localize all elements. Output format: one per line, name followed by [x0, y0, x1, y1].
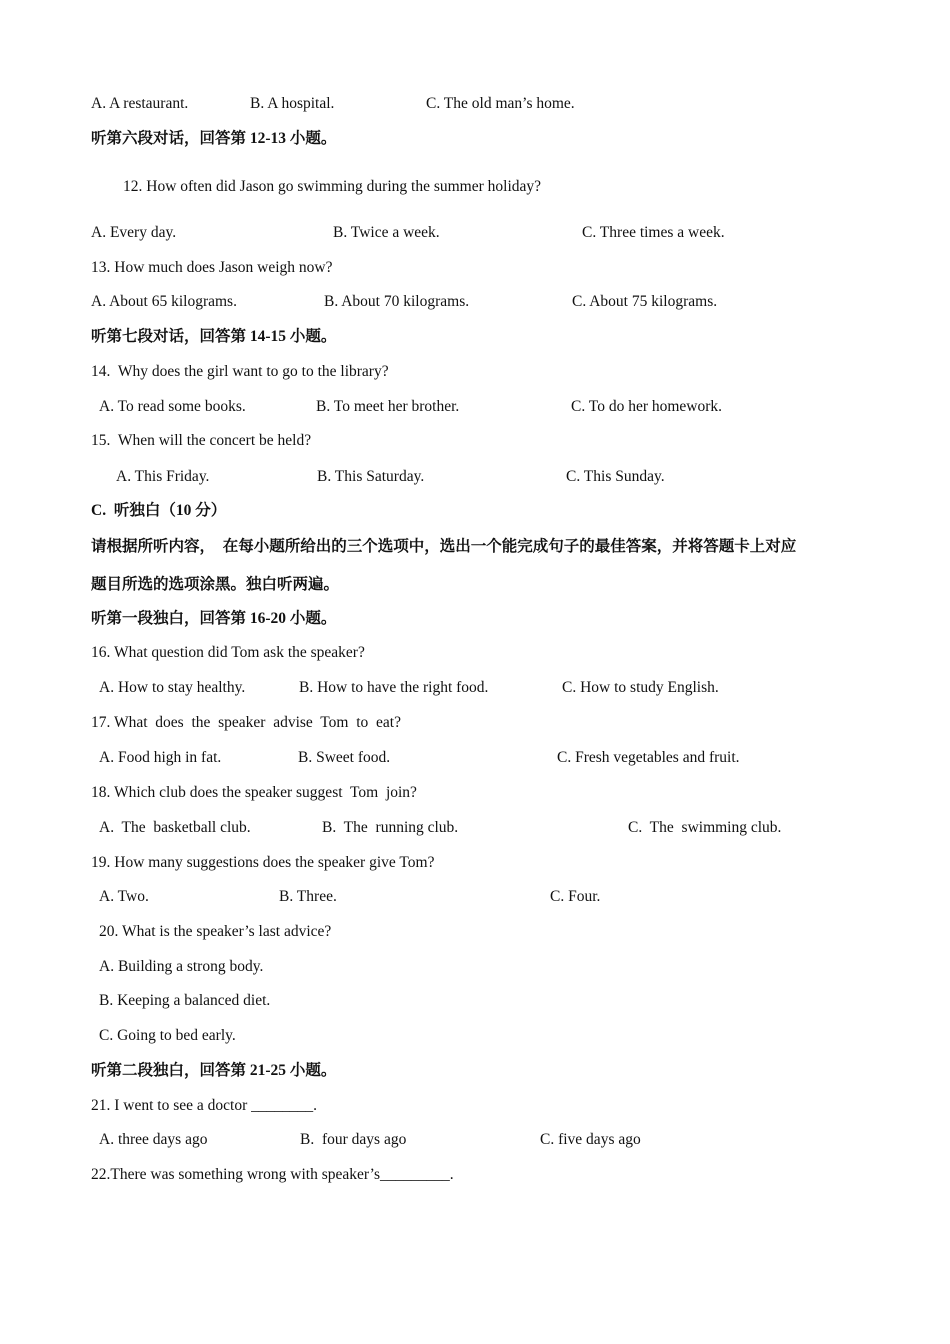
q18-option-b: B. The running club. — [322, 819, 459, 836]
q17-option-b: B. Sweet food. — [298, 749, 391, 766]
section6-header: 听第六段对话，回答第 12-13 小题。 — [91, 130, 337, 147]
q12-option-c: C. Three times a week. — [582, 224, 725, 241]
q20-stem: 20. What is the speaker’s last advice? — [99, 923, 332, 940]
q13-stem: 13. How much does Jason weigh now? — [91, 259, 333, 276]
q21-option-c: C. five days ago — [540, 1131, 641, 1148]
q15-option-c: C. This Sunday. — [566, 468, 665, 485]
q18-option-c: C. The swimming club. — [628, 819, 782, 836]
q16-option-c: C. How to study English. — [562, 679, 719, 696]
q11-option-a: A. A restaurant. — [91, 95, 189, 112]
q11-option-c: C. The old man’s home. — [426, 95, 575, 112]
q13-option-b: B. About 70 kilograms. — [324, 293, 470, 310]
q14-option-c: C. To do her homework. — [571, 398, 723, 415]
q12-stem: 12. How often did Jason go swimming during the summer holiday? — [123, 178, 542, 195]
q17-stem: 17. What does the speaker advise Tom to eat? — [91, 714, 401, 731]
q14-stem: 14. Why does the girl want to go to the library? — [91, 363, 389, 380]
section7-header: 听第七段对话，回答第 14-15 小题。 — [91, 328, 337, 345]
q14-option-b: B. To meet her brother. — [316, 398, 460, 415]
q19-option-b: B. Three. — [279, 888, 337, 905]
part-c-instructions-line2: 题目所选的选项涂黑。独白听两遍。 — [91, 576, 340, 593]
part-c-instructions-line1: 请根据所听内容， 在每小题所给出的三个选项中，选出一个能完成句子的最佳答案，并将答题卡上对应 — [91, 538, 797, 555]
q20-option-a: A. Building a strong body. — [99, 958, 264, 975]
q12-option-b: B. Twice a week. — [333, 224, 440, 241]
q21-option-b: B. four days ago — [300, 1131, 407, 1148]
q22-stem: 22.There was something wrong with speaker’s_________. — [91, 1166, 454, 1183]
q19-option-c: C. Four. — [550, 888, 601, 905]
q21-option-a: A. three days ago — [99, 1131, 208, 1148]
q21-stem: 21. I went to see a doctor ________. — [91, 1097, 317, 1114]
q20-option-b: B. Keeping a balanced diet. — [99, 992, 271, 1009]
q15-option-a: A. This Friday. — [116, 468, 210, 485]
q17-option-a: A. Food high in fat. — [99, 749, 222, 766]
monologue1-header: 听第一段独白，回答第 16-20 小题。 — [91, 610, 337, 627]
q20-option-c: C. Going to bed early. — [99, 1027, 236, 1044]
q17-option-c: C. Fresh vegetables and fruit. — [557, 749, 740, 766]
monologue2-header: 听第二段独白，回答第 21-25 小题。 — [91, 1062, 337, 1079]
q18-option-a: A. The basketball club. — [99, 819, 251, 836]
q18-stem: 18. Which club does the speaker suggest Tom join? — [91, 784, 417, 801]
q11-option-b: B. A hospital. — [250, 95, 335, 112]
q15-option-b: B. This Saturday. — [317, 468, 425, 485]
q16-option-a: A. How to stay healthy. — [99, 679, 246, 696]
q16-stem: 16. What question did Tom ask the speaker? — [91, 644, 365, 661]
q12-option-a: A. Every day. — [91, 224, 177, 241]
q15-stem: 15. When will the concert be held? — [91, 432, 312, 449]
q13-option-a: A. About 65 kilograms. — [91, 293, 237, 310]
q13-option-c: C. About 75 kilograms. — [572, 293, 718, 310]
q19-stem: 19. How many suggestions does the speaker give Tom? — [91, 854, 435, 871]
q14-option-a: A. To read some books. — [99, 398, 246, 415]
part-c-title: C. 听独白（10 分） — [91, 502, 227, 519]
q16-option-b: B. How to have the right food. — [299, 679, 489, 696]
q19-option-a: A. Two. — [99, 888, 149, 905]
